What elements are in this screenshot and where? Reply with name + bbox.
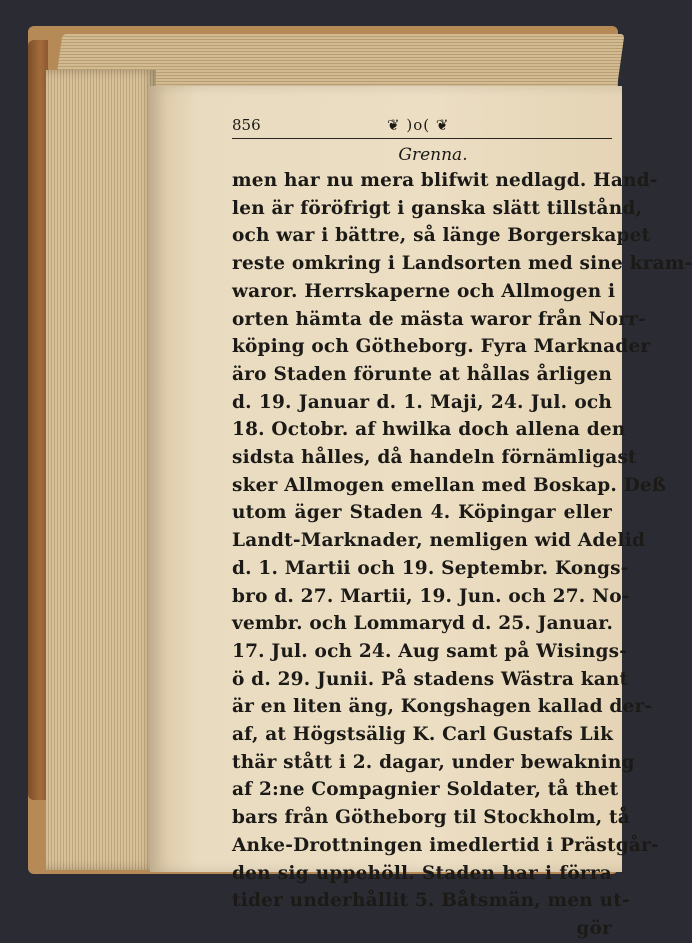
text-line: reste omkring i Landsorten med sine kram-	[232, 253, 692, 275]
text-line: vembr. och Lommaryd d. 25. Januar.	[232, 613, 614, 635]
text-line: thär stått i 2. dagar, under bewakning	[232, 751, 635, 773]
page-number: 856	[232, 116, 261, 134]
text-line: men har nu mera blifwit nedlagd. Hand-	[232, 170, 658, 191]
text-line: 17. Jul. och 24. Aug samt på Wisings-	[232, 640, 628, 662]
text-line: d. 1. Martii och 19. Septembr. Kongs-	[232, 557, 629, 579]
text-line: tider underhållit 5. Båtsmän, men ut-	[232, 890, 630, 912]
text-line: len är föröfrigt i ganska slätt tillstånd,	[232, 197, 643, 219]
catchword: gör	[576, 917, 612, 939]
text-line: ö d. 29. Junii. På stadens Wästra kant	[232, 668, 629, 690]
text-line: sker Allmogen emellan med Boskap. Deß	[232, 474, 667, 496]
text-line: 18. Octobr. af hwilka doch allena den	[232, 419, 626, 441]
text-line: orten hämta de mästa waror från Norr-	[232, 308, 646, 330]
text-line: är en liten äng, Kongshagen kallad der-	[232, 696, 653, 718]
text-line: äro Staden förunte at hållas årligen	[232, 363, 612, 385]
text-line: sidsta hålles, då handeln förnämligast	[232, 447, 637, 469]
page-stack-edge	[46, 70, 156, 870]
text-line: den sig uppehöll. Staden har i förra	[232, 862, 612, 884]
page-text-block	[232, 112, 692, 943]
text-line: bars från Götheborg til Stockholm, tå	[232, 807, 630, 829]
text-line: utom äger Staden 4. Köpingar eller	[232, 502, 612, 524]
text-line: Anke-Drottningen imedlertid i Prästgår-	[232, 834, 659, 856]
text-line: Landt-Marknader, nemligen wid Adelid	[232, 530, 646, 552]
text-line: waror. Herrskaperne och Allmogen i	[232, 280, 616, 302]
text-line: d. 19. Januar d. 1. Maji, 24. Jul. och	[232, 391, 612, 413]
text-line: bro d. 27. Martii, 19. Jun. och 27. No-	[232, 585, 630, 607]
page-header	[232, 112, 612, 139]
text-line: af 2:ne Compagnier Soldater, tå thet	[232, 779, 619, 801]
book-spine	[28, 40, 48, 800]
header-ornament: ❦ )o( ❦	[387, 116, 450, 134]
section-title: Grenna.	[398, 145, 468, 165]
text-line: och war i bättre, så länge Borgerskapet	[232, 225, 651, 247]
text-line: köping och Götheborg. Fyra Marknader	[232, 336, 651, 358]
text-line: af, at Högstsälig K. Carl Gustafs Lik	[232, 724, 614, 746]
